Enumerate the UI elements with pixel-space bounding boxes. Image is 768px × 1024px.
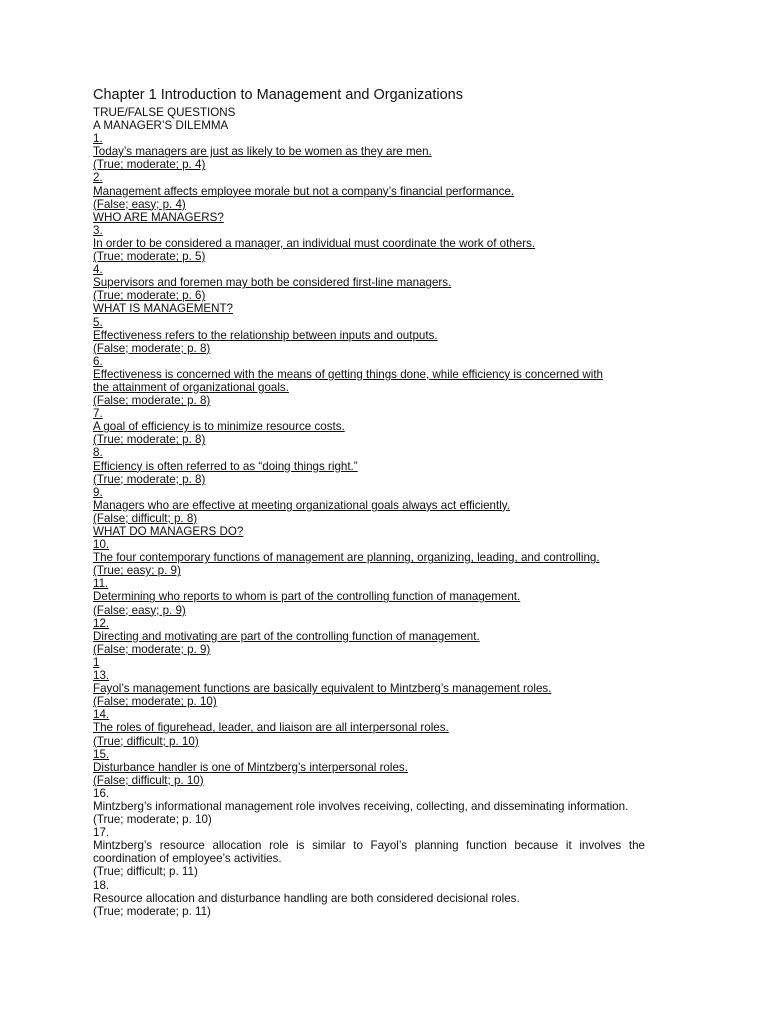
question-number: 4. <box>93 263 103 277</box>
question-text: Directing and motivating are part of the controlling function of management. <box>93 629 480 643</box>
chapter-title: Chapter 1 Introduction to Management and Organizations <box>93 87 463 103</box>
question-text: the attainment of organizational goals. <box>93 380 289 394</box>
section-heading: TRUE/FALSE QUESTIONS <box>93 106 236 119</box>
answer-key: (True; moderate; p. 10) <box>93 813 212 827</box>
question-number: 5. <box>93 315 103 329</box>
question-text: Resource allocation and disturbance handling are both considered decisional roles. <box>93 891 520 905</box>
answer-key: (True; difficult; p. 10) <box>93 734 199 748</box>
answer-key: (False; moderate; p. 8) <box>93 341 211 355</box>
section-heading: A MANAGER’S DILEMMA <box>93 119 229 133</box>
question-number: 9. <box>93 485 103 499</box>
section-heading: WHO ARE MANAGERS? <box>93 210 224 224</box>
answer-key: (False; difficult; p. 10) <box>93 773 204 787</box>
question-number: 17. <box>93 826 110 840</box>
question-number: 10. <box>93 538 110 552</box>
answer-key: (False; moderate; p. 9) <box>93 642 211 656</box>
question-number: 16. <box>93 786 110 800</box>
answer-key: (True; moderate; p. 4) <box>93 158 206 172</box>
question-number: 7. <box>93 407 103 421</box>
answer-key: (True; moderate; p. 5) <box>93 250 206 264</box>
question-text: Management affects employee morale but not a company’s financial performance. <box>93 184 515 198</box>
question-text: Today’s managers are just as likely to be women as they are men. <box>93 145 432 159</box>
question-number: 1 <box>93 655 100 669</box>
question-number: 15. <box>93 747 110 761</box>
question-number: 8. <box>93 446 103 460</box>
answer-key: (False; moderate; p. 8) <box>93 394 211 408</box>
question-text: Mintzberg’s informational management role involves receiving, collecting, and disseminating information. <box>93 799 629 813</box>
document-page <box>93 86 645 918</box>
answer-key: (False; easy; p. 4) <box>93 197 186 211</box>
question-text: Supervisors and foremen may both be considered first-line managers. <box>93 276 452 290</box>
answer-key: (False; difficult; p. 8) <box>93 511 198 525</box>
question-text: A goal of efficiency is to minimize resource costs. <box>93 420 345 434</box>
question-text: The four contemporary functions of management are planning, organizing, leading, and controlling. <box>93 551 600 565</box>
question-text: In order to be considered a manager, an individual must coordinate the work of others. <box>93 236 536 250</box>
section-heading: WHAT DO MANAGERS DO? <box>93 525 244 538</box>
question-text: Efficiency is often referred to as “doing things right.” <box>93 459 358 473</box>
question-list <box>93 106 645 918</box>
question-number: 13. <box>93 669 110 683</box>
question-text: Disturbance handler is one of Mintzberg’s interpersonal roles. <box>93 760 408 774</box>
question-number: 6. <box>93 354 103 368</box>
question-number: 1. <box>93 132 103 146</box>
question-text: Determining who reports to whom is part of the controlling function of management. <box>93 590 521 604</box>
question-number: 18. <box>93 878 110 892</box>
question-number: 12. <box>93 616 110 630</box>
answer-key: (True; moderate; p. 6) <box>93 289 206 303</box>
question-text: Effectiveness is concerned with the means of getting things done, while efficiency is concerned with <box>93 367 603 381</box>
answer-key: (True; difficult; p. 11) <box>93 865 198 879</box>
question-text: Effectiveness refers to the relationship between inputs and outputs. <box>93 328 438 342</box>
answer-key: (True; moderate; p. 8) <box>93 433 206 447</box>
question-text: Mintzberg’s resource allocation role is similar to Fayol’s planning function because it involves the coordination of employee’s activities. <box>93 839 645 866</box>
question-number: 3. <box>93 223 103 237</box>
answer-key: (False; easy; p. 9) <box>93 603 186 617</box>
question-text: Managers who are effective at meeting organizational goals always act efficiently. <box>93 498 510 512</box>
answer-key: (True; moderate; p. 8) <box>93 472 206 486</box>
answer-key: (True; moderate; p. 11) <box>93 904 211 918</box>
question-number: 11. <box>93 577 109 591</box>
answer-key: (True; easy; p. 9) <box>93 564 181 578</box>
question-number: 14. <box>93 708 110 722</box>
question-text: The roles of figurehead, leader, and liaison are all interpersonal roles. <box>93 721 449 735</box>
answer-key: (False; moderate; p. 10) <box>93 695 217 709</box>
question-text: Fayol’s management functions are basically equivalent to Mintzberg’s management roles. <box>93 682 552 696</box>
section-heading: WHAT IS MANAGEMENT? <box>93 302 233 316</box>
question-number: 2. <box>93 171 103 185</box>
